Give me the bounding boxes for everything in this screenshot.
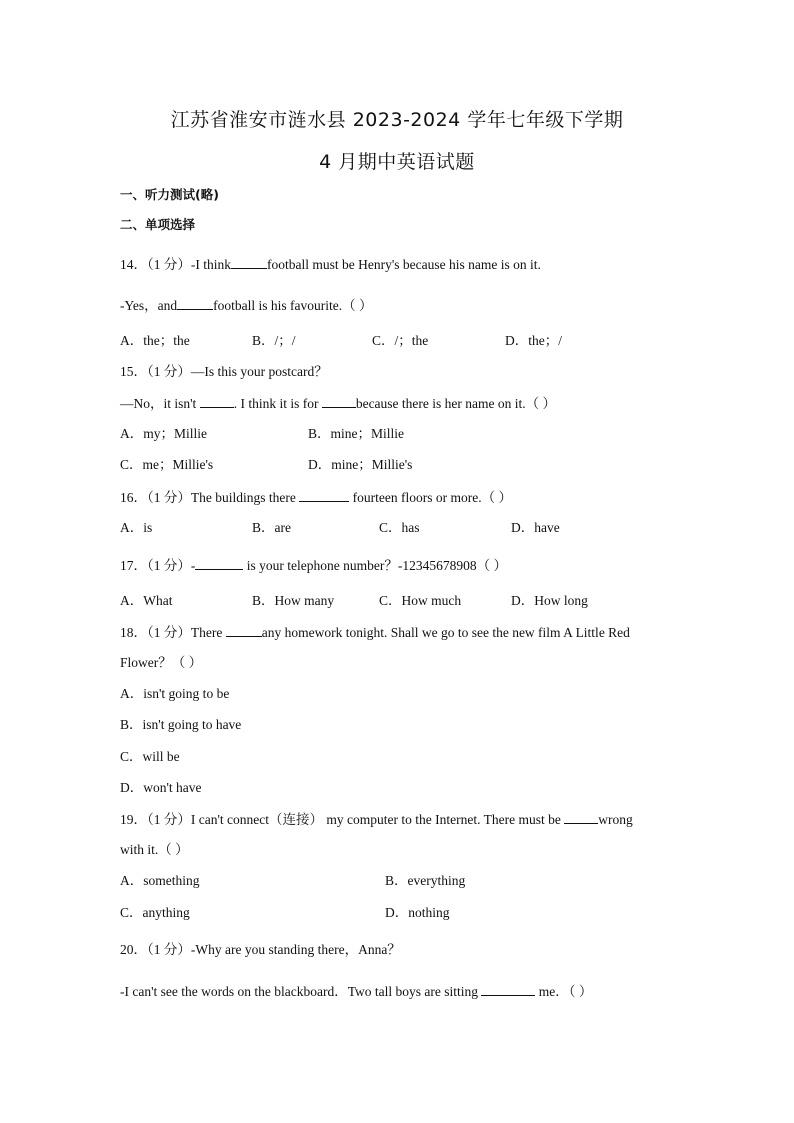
answer-blank bbox=[231, 256, 267, 269]
q19-option-a: A．something bbox=[120, 873, 200, 888]
answer-blank bbox=[299, 489, 349, 502]
q14-stem-b: football must be Henry's because his name is on it. bbox=[267, 257, 541, 272]
question-14-stem bbox=[120, 256, 541, 273]
q15-option-c: C．me；Millie's bbox=[120, 457, 214, 472]
q18-option-a: A．isn't going to be bbox=[120, 686, 230, 701]
q19-stem-a: 19．（1 分）I can't connect（连接） my computer to the Internet. There must be bbox=[120, 812, 561, 827]
q19-option-c: C．anything bbox=[120, 905, 190, 920]
q20-line2-b: me．（ ） bbox=[538, 984, 593, 999]
q16-stem-b: fourteen floors or more.（ ） bbox=[352, 490, 512, 505]
q17-option-a: A．What bbox=[120, 593, 173, 608]
q16-option-b: B．are bbox=[252, 520, 291, 535]
question-18-stem bbox=[120, 624, 630, 641]
q15-line2-a: —No，it isn't bbox=[120, 396, 197, 411]
question-19-line-2: with it.（ ） bbox=[120, 842, 189, 857]
q17-option-d: D．How long bbox=[511, 593, 588, 608]
q14-option-c: C．/；the bbox=[372, 333, 429, 348]
question-17-stem bbox=[120, 557, 507, 574]
q15-option-d: D．mine；Millie's bbox=[308, 457, 413, 472]
answer-blank bbox=[177, 297, 213, 310]
q18-option-b: B．isn't going to have bbox=[120, 717, 242, 732]
q14-line2-a: -Yes，and bbox=[120, 298, 178, 313]
q19-option-b: B．everything bbox=[385, 873, 466, 888]
question-18-line-2: Flower？（ ） bbox=[120, 655, 203, 670]
q15-line2-b: . I think it is for bbox=[233, 396, 319, 411]
q16-stem-a: 16．（1 分）The buildings there bbox=[120, 490, 296, 505]
q14-option-a: A．the；the bbox=[120, 333, 190, 348]
q19-option-d: D．nothing bbox=[385, 905, 450, 920]
q17-option-b: B．How many bbox=[252, 593, 335, 608]
q15-option-b: B．mine；Millie bbox=[308, 426, 404, 441]
q20-line2-a: -I can't see the words on the blackboard．Two tall boys are sitting bbox=[120, 984, 479, 999]
answer-blank bbox=[195, 557, 243, 570]
q18-option-d: D．won't have bbox=[120, 780, 202, 795]
question-16-stem bbox=[120, 489, 512, 506]
q17-stem-a: 17．（1 分）- bbox=[120, 558, 196, 573]
title-line-2: 4 月期中英语试题 bbox=[319, 151, 475, 173]
question-20-line-2 bbox=[120, 983, 592, 1000]
question-15-stem: 15．（1 分）—Is this your postcard？ bbox=[120, 364, 328, 379]
question-14-line-2 bbox=[120, 297, 373, 314]
answer-blank bbox=[481, 983, 535, 996]
question-20-stem: 20．（1 分）-Why are you standing there，Anna？ bbox=[120, 942, 401, 957]
q14-line2-b: football is his favourite.（ ） bbox=[213, 298, 373, 313]
q15-option-a: A．my；Millie bbox=[120, 426, 207, 441]
q14-option-d: D．the；/ bbox=[505, 333, 562, 348]
q17-stem-b: is your telephone number？-12345678908（ ） bbox=[246, 558, 507, 573]
q16-option-d: D．have bbox=[511, 520, 560, 535]
section-listening: 一、听力测试(略) bbox=[120, 187, 219, 202]
answer-blank bbox=[564, 811, 598, 824]
q17-option-c: C．How much bbox=[379, 593, 462, 608]
q14-option-b: B．/；/ bbox=[252, 333, 296, 348]
q16-option-a: A．is bbox=[120, 520, 153, 535]
section-single-choice: 二、单项选择 bbox=[120, 217, 196, 232]
q14-stem-a: 14．（1 分）-I think bbox=[120, 257, 231, 272]
q18-stem-b: any homework tonight. Shall we go to see the new film A Little Red bbox=[261, 625, 630, 640]
question-15-line-2 bbox=[120, 395, 556, 412]
q16-option-c: C．has bbox=[379, 520, 420, 535]
q18-stem-a: 18．（1 分）There bbox=[120, 625, 223, 640]
q18-option-c: C．will be bbox=[120, 749, 180, 764]
answer-blank bbox=[226, 624, 262, 637]
answer-blank bbox=[322, 395, 356, 408]
answer-blank bbox=[200, 395, 234, 408]
title-line-1: 江苏省淮安市涟水县 2023-2024 学年七年级下学期 bbox=[170, 109, 624, 131]
q15-line2-c: because there is her name on it.（ ） bbox=[355, 396, 557, 411]
question-19-stem bbox=[120, 811, 633, 828]
q19-stem-b: wrong bbox=[598, 812, 633, 827]
